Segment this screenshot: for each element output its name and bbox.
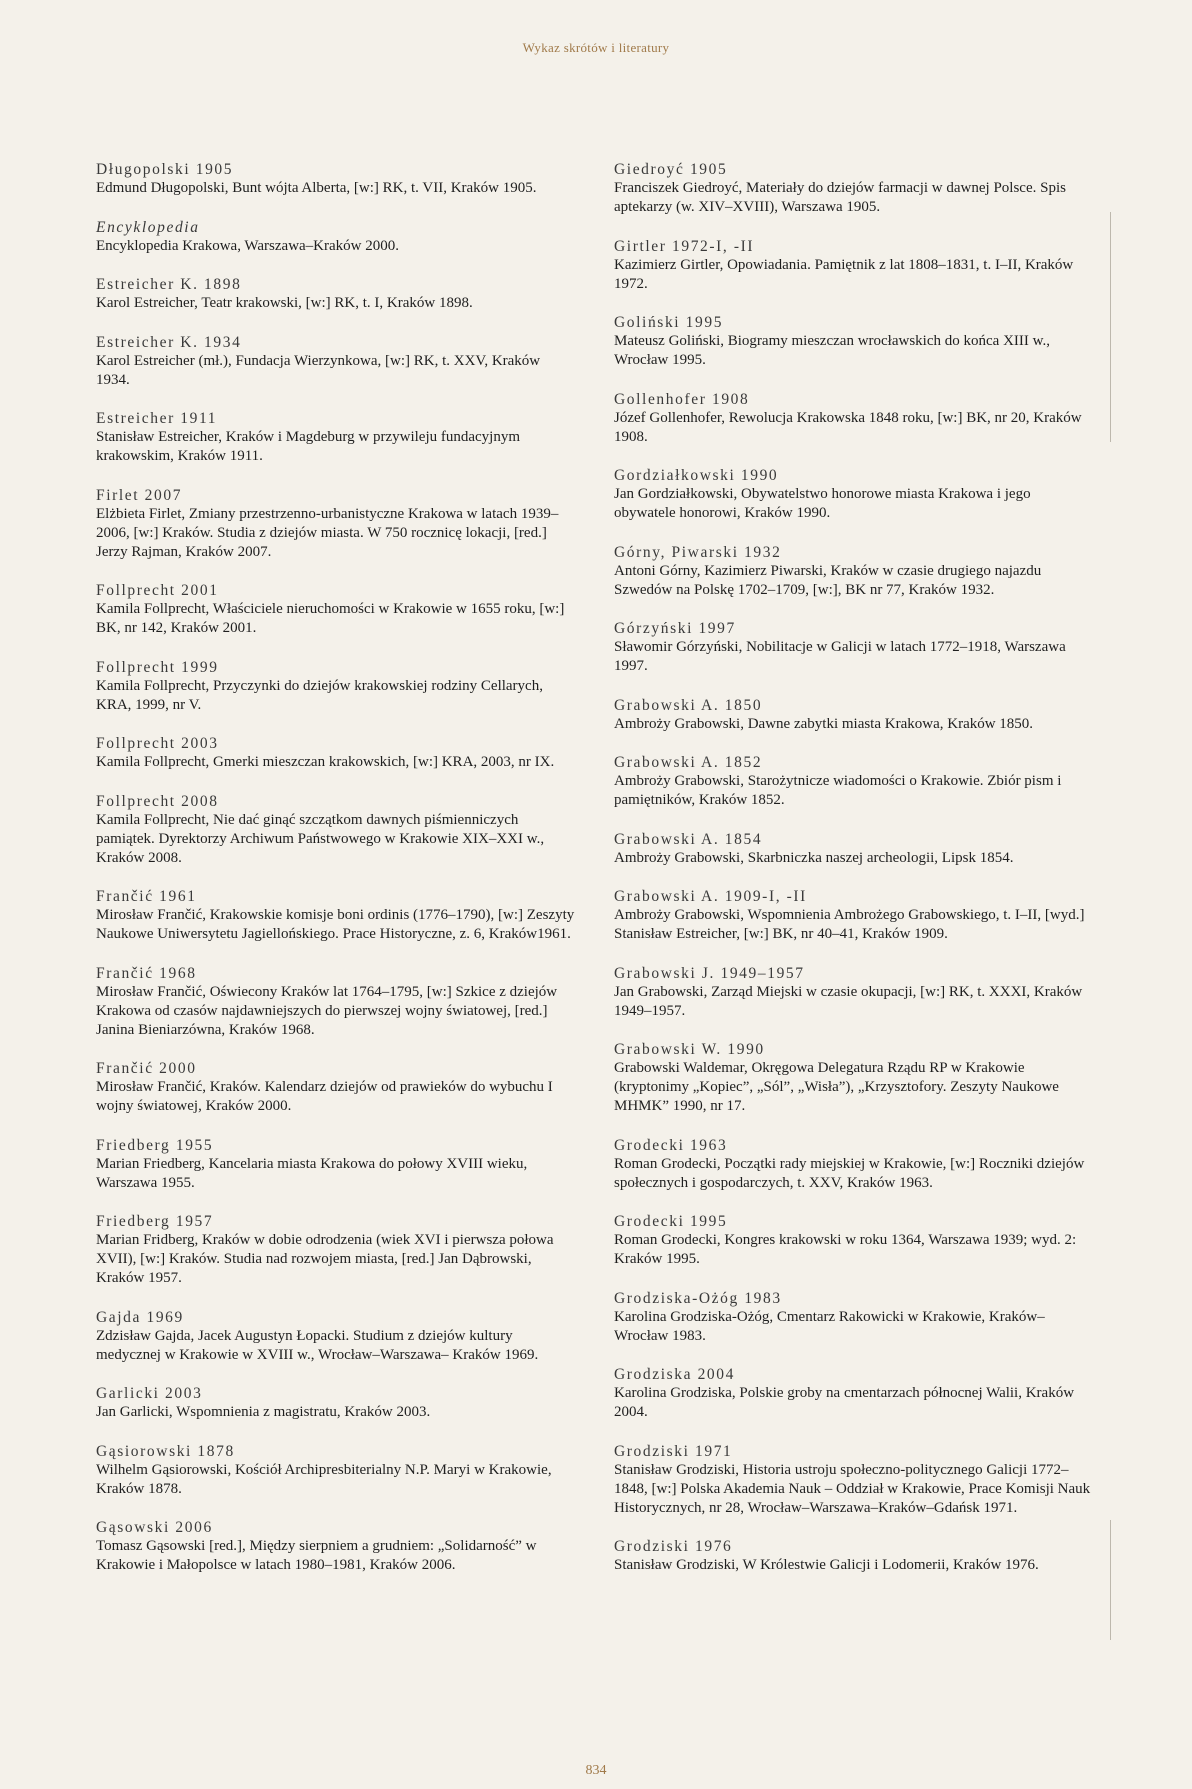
entry-key: Goliński 1995 — [614, 314, 724, 331]
entry-citation: Antoni Górny, Kazimierz Piwarski, Kraków w czasie drugiego najazdu Szwedów na Polskę 1702–1709, [w:], BK nr 77, Kraków 1932. — [614, 562, 1042, 598]
entry-key: Grabowski J. 1949–1957 — [614, 964, 805, 982]
bibliography-entry — [96, 160, 576, 198]
entry-citation: Franciszek Giedroyć, Materiały do dziejów farmacji w dawnej Polsce. Spis aptekarzy (w. XIV–XVIII), Warszawa 1905. — [614, 180, 1066, 215]
bibliography-entry — [96, 1136, 576, 1193]
entry-citation: Stanisław Grodziski, W Królestwie Galicji i Lodomerii, Kraków 1976. — [614, 1557, 1039, 1573]
entry-key: Górny, Piwarski 1932 — [614, 543, 782, 561]
bibliography-entry — [96, 964, 576, 1040]
bibliography-entry — [614, 466, 1094, 523]
entry-key: Estreicher K. 1934 — [96, 333, 242, 351]
entry-citation: Ambroży Grabowski, Skarbniczka naszej archeologii, Lipsk 1854. — [614, 849, 1014, 866]
entry-key: Estreicher K. 1898 — [96, 276, 242, 293]
bibliography-entry — [614, 696, 1094, 734]
entry-citation: Karol Estreicher, Teatr krakowski, [w:] RK, t. I, Kraków 1898. — [96, 295, 473, 311]
entry-key: Frančić 2000 — [96, 1060, 197, 1077]
bibliography-entry — [614, 237, 1094, 294]
entry-key: Grodziski 1976 — [614, 1538, 733, 1555]
entry-citation: Mirosław Frančić, Kraków. Kalendarz dziejów od prawieków do wybuchu I wojny światowej, Kraków 2000. — [96, 1079, 553, 1114]
entry-citation: Jan Grabowski, Zarząd Miejski w czasie okupacji, [w:] RK, t. XXXI, Kraków 1949–1957. — [614, 983, 1083, 1019]
entry-citation: Jan Gordziałkowski, Obywatelstwo honorowe miasta Krakowa i jego obywatele honorowi, Kraków 1990. — [614, 486, 1031, 521]
entry-key: Giedroyć 1905 — [614, 161, 728, 178]
entry-citation: Józef Gollenhofer, Rewolucja Krakowska 1848 roku, [w:] BK, nr 20, Kraków 1908. — [614, 409, 1082, 445]
entry-key: Grabowski A. 1909-I, -II — [614, 888, 807, 905]
running-header: Wykaz skrótów i literatury — [522, 40, 670, 55]
bibliography-entry — [614, 753, 1094, 810]
entry-key: Friedberg 1955 — [96, 1136, 214, 1154]
bibliography-entry — [96, 1308, 576, 1365]
bibliography-entry — [614, 1136, 1094, 1193]
entry-citation: Karolina Grodziska, Polskie groby na cmentarzach północnej Walii, Kraków 2004. — [614, 1385, 1075, 1420]
entry-citation: Kamila Follprecht, Nie dać ginąć szczątkom dawnych piśmienniczych pamiątek. Dyrektorzy Archiwum Państwowego w Krakowie XIX–XXI w., Kraków 2008. — [96, 811, 545, 866]
entry-citation: Karol Estreicher (mł.), Fundacja Wierzynkowa, [w:] RK, t. XXV, Kraków 1934. — [96, 352, 541, 388]
bibliography-entry — [614, 1212, 1094, 1269]
entry-citation: Encyklopedia Krakowa, Warszawa–Kraków 2000. — [96, 237, 399, 254]
entry-citation: Mirosław Frančić, Oświecony Kraków lat 1764–1795, [w:] Szkice z dziejów Krakowa od czasów najdawniejszych do pierwszej wojny światowej, [red.] Janina Bieniarzówna, Kraków 1968. — [96, 983, 558, 1038]
entry-key: Długopolski 1905 — [96, 161, 234, 178]
bibliography-entry — [614, 313, 1094, 370]
entry-citation: Kamila Follprecht, Właściciele nieruchomości w Krakowie w 1655 roku, [w:] BK, nr 142, Kraków 2001. — [96, 601, 565, 636]
right-column — [614, 160, 1094, 1595]
entry-key: Grabowski A. 1854 — [614, 830, 763, 848]
bibliography-entry — [96, 1384, 576, 1422]
entry-key: Gajda 1969 — [96, 1308, 184, 1326]
entry-key: Follprecht 1999 — [96, 658, 219, 676]
entry-citation: Grabowski Waldemar, Okręgowa Delegatura Rządu RP w Krakowie (kryptonimy „Kopiec”, „Sól”, „Wisła”), „Krzysztofory. Zeszyty Naukowe MHMK” 1990, nr 17. — [614, 1060, 1059, 1114]
entry-key: Garlicki 2003 — [96, 1385, 203, 1402]
entry-key: Follprecht 2003 — [96, 735, 219, 752]
entry-citation: Mateusz Goliński, Biogramy mieszczan wrocławskich do końca XIII w., Wrocław 1995. — [614, 333, 1050, 368]
entry-key: Grodziska-Ożóg 1983 — [614, 1289, 782, 1307]
entry-citation: Karolina Grodziska-Ożóg, Cmentarz Rakowicki w Krakowie, Kraków–Wrocław 1983. — [614, 1308, 1045, 1344]
bibliography-entry — [614, 619, 1094, 676]
bibliography-entry — [614, 160, 1094, 217]
bibliography-entry — [614, 1040, 1094, 1116]
margin-rule — [1110, 212, 1111, 442]
entry-citation: Edmund Długopolski, Bunt wójta Alberta, [w:] RK, t. VII, Kraków 1905. — [96, 180, 537, 196]
entry-citation: Sławomir Górzyński, Nobilitacje w Galicji w latach 1772–1918, Warszawa 1997. — [614, 639, 1066, 674]
bibliography-entry — [96, 1212, 576, 1288]
bibliography-entry — [614, 887, 1094, 944]
entry-citation: Elżbieta Firlet, Zmiany przestrzenno-urbanistyczne Krakowa w latach 1939–2006, [w:] Kraków. Studia z dziejów miasta. W 750 rocznicę lokacji, [red.] Jerzy Rajman, Kraków 2007. — [96, 505, 559, 560]
entry-citation: Kamila Follprecht, Przyczynki do dziejów krakowskiej rodziny Cellarych, KRA, 1999, nr V. — [96, 677, 543, 713]
entry-key: Grodecki 1995 — [614, 1213, 728, 1230]
entry-key: Follprecht 2008 — [96, 792, 219, 810]
left-column — [96, 160, 576, 1595]
entry-citation: Kazimierz Girtler, Opowiadania. Pamiętnik z lat 1808–1831, t. I–II, Kraków 1972. — [614, 256, 1074, 292]
bibliography-entry — [614, 964, 1094, 1021]
bibliography-entry — [96, 658, 576, 715]
entry-key: Follprecht 2001 — [96, 582, 219, 599]
entry-citation: Wilhelm Gąsiorowski, Kościół Archipresbiterialny N.P. Maryi w Krakowie, Kraków 1878. — [96, 1461, 552, 1497]
entry-citation: Ambroży Grabowski, Dawne zabytki miasta Krakowa, Kraków 1850. — [614, 715, 1034, 732]
entry-citation: Tomasz Gąsowski [red.], Między sierpniem a grudniem: „Solidarność” w Krakowie i Małopolsce w latach 1980–1981, Kraków 2006. — [96, 1538, 537, 1573]
bibliography-entry — [614, 543, 1094, 600]
entry-key: Girtler 1972-I, -II — [614, 237, 755, 255]
entry-key: Gąsowski 2006 — [96, 1519, 213, 1536]
entry-key: Gollenhofer 1908 — [614, 390, 750, 408]
bibliography-entry — [614, 1365, 1094, 1422]
bibliography-entry — [614, 830, 1094, 868]
entry-citation: Zdzisław Gajda, Jacek Augustyn Łopacki. Studium z dziejów kultury medycznej w Krakowie w XVIII w., Wrocław–Warszawa– Kraków 1969. — [96, 1327, 539, 1363]
entry-citation: Stanisław Grodziski, Historia ustroju społeczno-politycznego Galicji 1772–1848, [w:] Polska Akademia Nauk – Oddział w Krakowie, Prace Komisji Nauk Historycznych, nr 28, Wrocław–Warszawa–Kraków–Gdańsk 1971. — [614, 1461, 1091, 1516]
bibliography-entry — [96, 581, 576, 638]
entry-key: Friedberg 1957 — [96, 1213, 214, 1230]
bibliography-entry — [96, 1442, 576, 1499]
entry-citation: Mirosław Frančić, Krakowskie komisje boni ordinis (1776–1790), [w:] Zeszyty Naukowe Uniwersytetu Jagiellońskiego. Prace Historyczne, z. 6, Kraków1961. — [96, 907, 575, 942]
entry-key: Grodziski 1971 — [614, 1442, 733, 1460]
entry-citation: Roman Grodecki, Początki rady miejskiej w Krakowie, [w:] Roczniki dziejów społecznych i gospodarczych, t. XXV, Kraków 1963. — [614, 1155, 1085, 1191]
bibliography-entry — [614, 1442, 1094, 1518]
bibliography-entry — [96, 792, 576, 868]
entry-key: Frančić 1961 — [96, 888, 197, 905]
entry-citation: Stanisław Estreicher, Kraków i Magdeburg w przywileju fundacyjnym krakowskim, Kraków 1911. — [96, 429, 521, 464]
entry-citation: Jan Garlicki, Wspomnienia z magistratu, Kraków 2003. — [96, 1404, 431, 1420]
entry-citation: Marian Fridberg, Kraków w dobie odrodzenia (wiek XVI i pierwsza połowa XVII), [w:] Kraków. Studia nad rozwojem miasta, [red.] Jan Dąbrowski, Kraków 1957. — [96, 1232, 554, 1286]
entry-key: Grodziska 2004 — [614, 1366, 735, 1383]
entry-key: Gordziałkowski 1990 — [614, 467, 779, 484]
bibliography-entry — [96, 1518, 576, 1575]
bibliography-entry — [614, 1289, 1094, 1346]
entry-key: Firlet 2007 — [96, 486, 183, 504]
page-number: 834 — [585, 1763, 607, 1778]
entry-citation: Roman Grodecki, Kongres krakowski w roku 1364, Warszawa 1939; wyd. 2: Kraków 1995. — [614, 1232, 1077, 1267]
entry-key: Grodecki 1963 — [614, 1136, 728, 1154]
margin-rule — [1110, 1520, 1111, 1640]
bibliography-entry — [96, 887, 576, 944]
entry-key: Estreicher 1911 — [96, 410, 218, 427]
bibliography-entry — [614, 1537, 1094, 1575]
entry-key: Frančić 1968 — [96, 964, 197, 982]
bibliography-entry — [96, 218, 576, 256]
entry-key: Górzyński 1997 — [614, 620, 736, 637]
entry-key: Encyklopedia — [96, 218, 200, 236]
entry-citation: Ambroży Grabowski, Wspomnienia Ambrożego Grabowskiego, t. I–II, [wyd.] Stanisław Estreicher, [w:] BK, nr 40–41, Kraków 1909. — [614, 907, 1085, 942]
bibliography-entry — [96, 275, 576, 313]
entry-citation: Marian Friedberg, Kancelaria miasta Krakowa do połowy XVIII wieku, Warszawa 1955. — [96, 1155, 528, 1191]
bibliography-entry — [96, 486, 576, 562]
bibliography-entry — [96, 333, 576, 390]
entry-citation: Ambroży Grabowski, Starożytnicze wiadomości o Krakowie. Zbiór pism i pamiętników, Kraków 1852. — [614, 773, 1062, 808]
bibliography-entry — [614, 390, 1094, 447]
entry-key: Grabowski A. 1850 — [614, 696, 763, 714]
entry-citation: Kamila Follprecht, Gmerki mieszczan krakowskich, [w:] KRA, 2003, nr IX. — [96, 754, 555, 770]
bibliography-entry — [96, 734, 576, 772]
entry-key: Grabowski A. 1852 — [614, 754, 763, 771]
bibliography-entry — [96, 409, 576, 466]
bibliography-entry — [96, 1059, 576, 1116]
entry-key: Grabowski W. 1990 — [614, 1041, 765, 1058]
entry-key: Gąsiorowski 1878 — [96, 1442, 235, 1460]
